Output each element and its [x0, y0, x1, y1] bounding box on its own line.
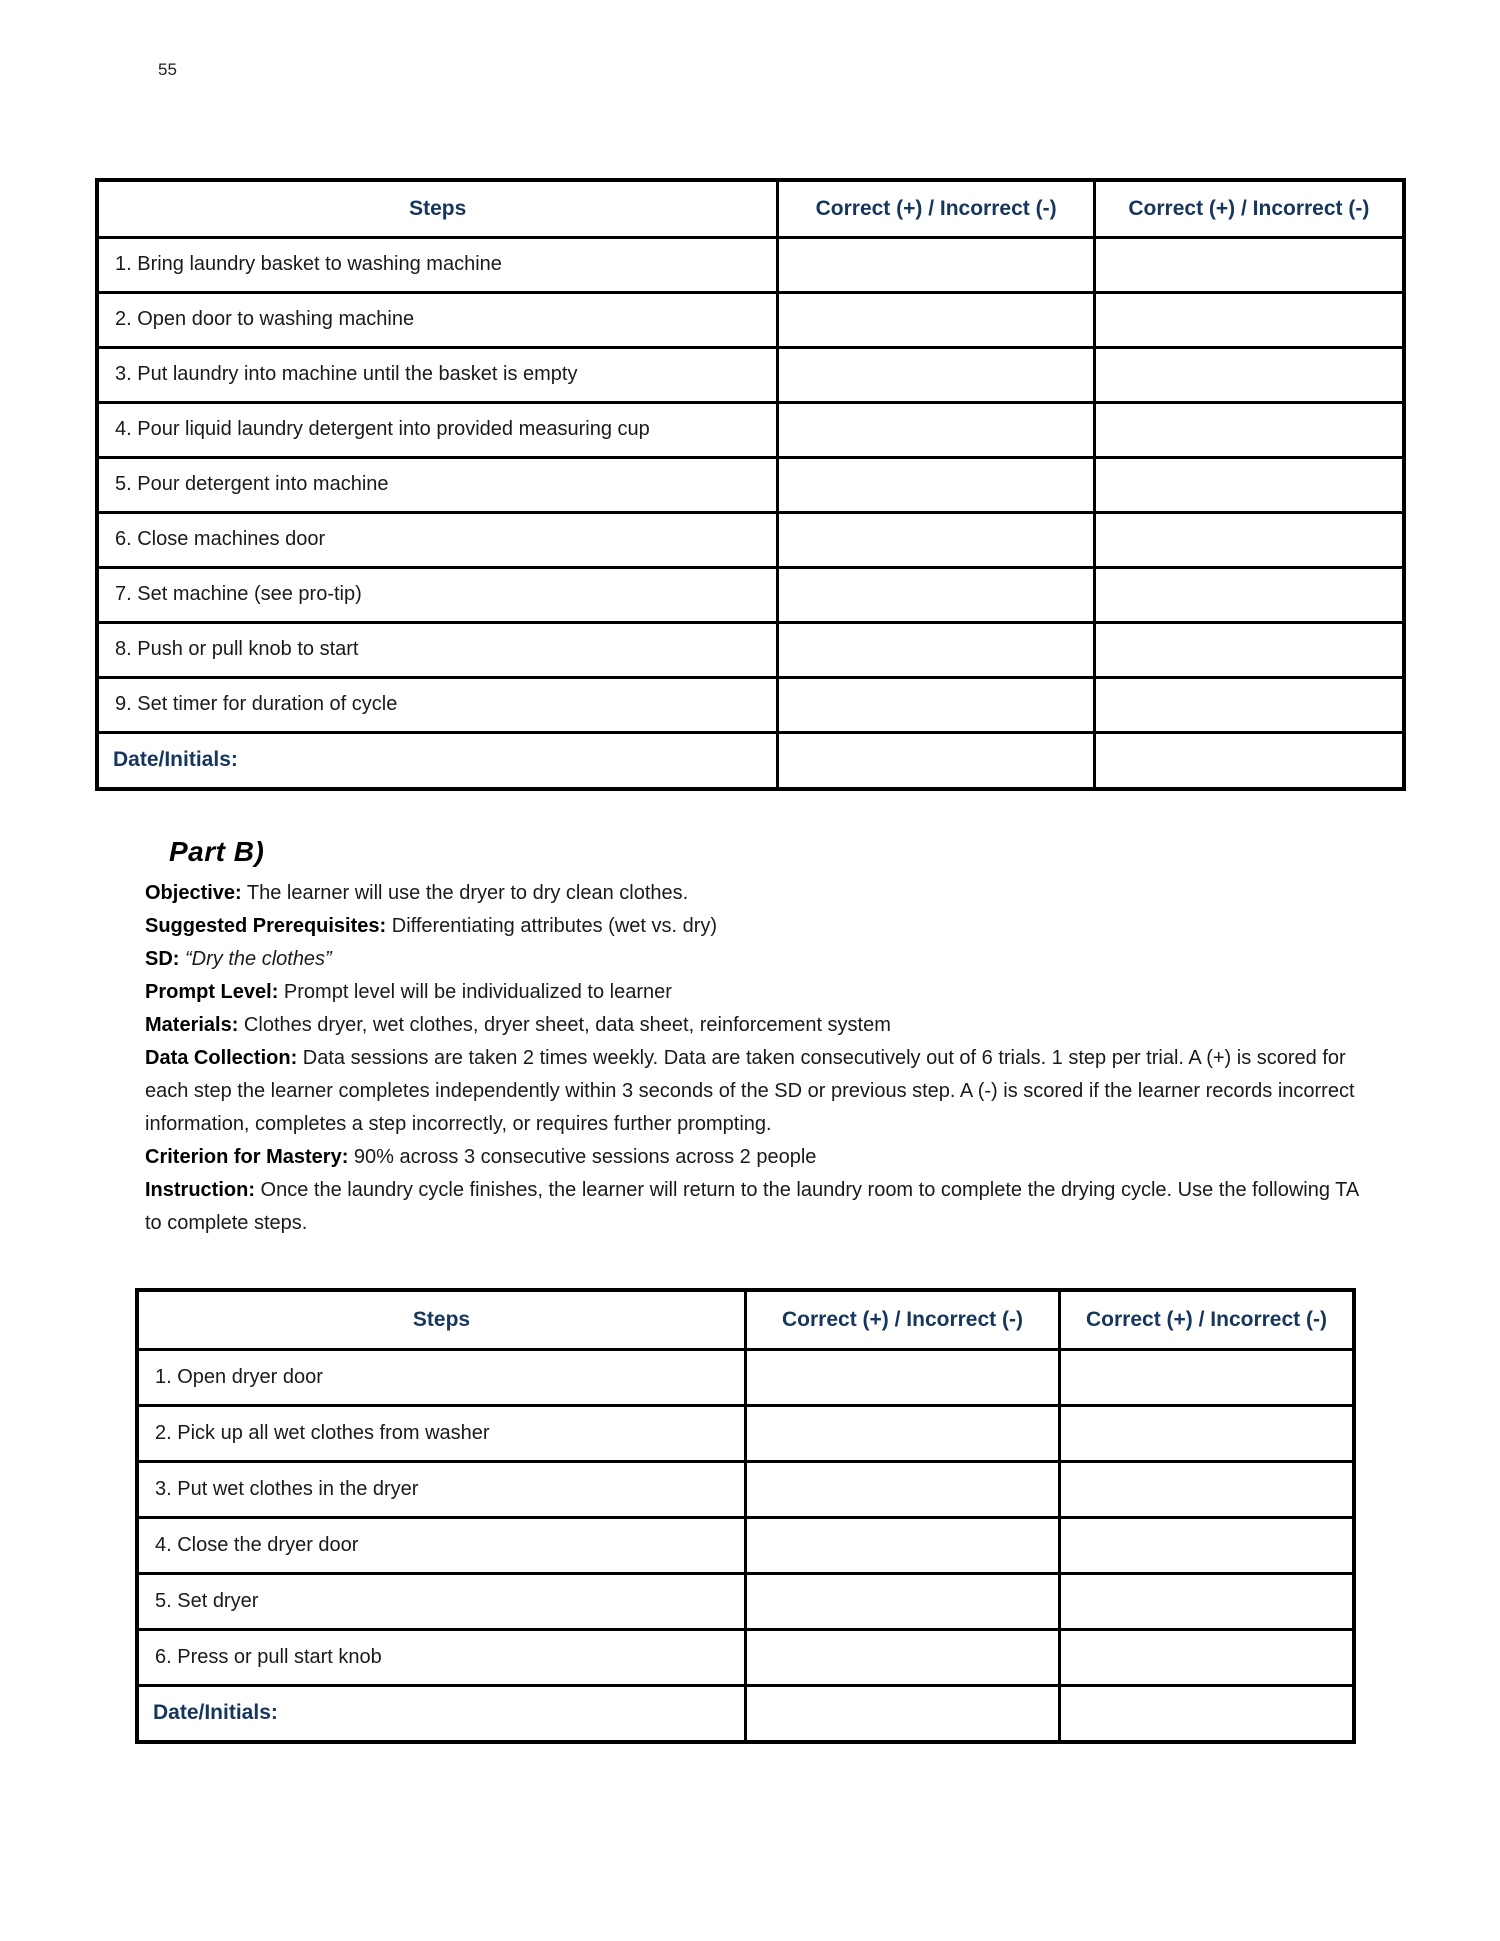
instruction-field: [145, 1174, 1363, 1240]
score-cell: [778, 347, 1094, 402]
prompt-level-field: [145, 976, 1363, 1009]
step-label: 1. Bring laundry basket to washing machine: [97, 237, 778, 292]
step-label: 8. Push or pull knob to start: [97, 622, 778, 677]
score-cell: [1094, 677, 1404, 732]
score-cell: [746, 1461, 1060, 1517]
data-collection-field: [145, 1042, 1363, 1141]
field-text: Clothes dryer, wet clothes, dryer sheet, data sheet, reinforcement system: [238, 1014, 891, 1036]
objective-field: [145, 877, 1363, 910]
score-cell: [1059, 1573, 1354, 1629]
table-b-header-row: [137, 1290, 1354, 1349]
score-cell: [778, 402, 1094, 457]
score-cell: [1094, 457, 1404, 512]
score-column-header-2: Correct (+) / Incorrect (-): [1059, 1290, 1354, 1349]
score-cell: [1094, 512, 1404, 567]
table-row: [97, 292, 1404, 347]
part-b-section: [145, 836, 1363, 1240]
step-label: 4. Close the dryer door: [137, 1517, 746, 1573]
field-text: Differentiating attributes (wet vs. dry): [386, 915, 718, 937]
field-label: Data Collection:: [145, 1047, 298, 1069]
score-cell: [1059, 1629, 1354, 1685]
field-text: “Dry the clothes”: [179, 948, 332, 970]
score-cell: [778, 512, 1094, 567]
field-label: Instruction:: [145, 1179, 255, 1201]
step-label: 3. Put laundry into machine until the basket is empty: [97, 347, 778, 402]
field-text: Data sessions are taken 2 times weekly. Data are taken consecutively out of 6 trials. 1 step per trial. A (+) is scored for each step the learner completes independently within 3 seconds of the SD or previous step. A (-) is scored if the learner records incorrect information, completes a step incorrectly, or requires further prompting.: [145, 1047, 1355, 1135]
sd-field: [145, 943, 1363, 976]
step-label: 6. Close machines door: [97, 512, 778, 567]
table-row: [137, 1349, 1354, 1405]
table-row: [97, 457, 1404, 512]
field-label: Materials:: [145, 1014, 239, 1036]
score-cell: [1059, 1405, 1354, 1461]
field-label: Criterion for Mastery:: [145, 1146, 349, 1168]
materials-field: [145, 1009, 1363, 1042]
step-label: 6. Press or pull start knob: [137, 1629, 746, 1685]
score-cell: [1094, 402, 1404, 457]
score-cell: [1059, 1685, 1354, 1742]
score-cell: [1094, 567, 1404, 622]
score-cell: [746, 1685, 1060, 1742]
score-cell: [1094, 237, 1404, 292]
score-cell: [746, 1629, 1060, 1685]
field-label: Prompt Level:: [145, 981, 279, 1003]
page-number: 55: [158, 60, 177, 79]
score-cell: [778, 457, 1094, 512]
table-row: [97, 512, 1404, 567]
score-cell: [778, 292, 1094, 347]
table-row: [137, 1405, 1354, 1461]
table-row: [97, 347, 1404, 402]
score-cell: [1094, 292, 1404, 347]
field-text: Once the laundry cycle finishes, the learner will return to the laundry room to complete the drying cycle. Use the following TA to complete steps.: [145, 1179, 1359, 1234]
score-cell: [778, 732, 1094, 789]
score-cell: [1094, 347, 1404, 402]
prerequisites-field: [145, 910, 1363, 943]
table-footer-row: [137, 1685, 1354, 1742]
table-row: [137, 1517, 1354, 1573]
field-label: Suggested Prerequisites:: [145, 915, 387, 937]
score-column-header-1: Correct (+) / Incorrect (-): [746, 1290, 1060, 1349]
table-row: [97, 677, 1404, 732]
step-label: 9. Set timer for duration of cycle: [97, 677, 778, 732]
score-column-header-2: Correct (+) / Incorrect (-): [1094, 180, 1404, 237]
field-text: The learner will use the dryer to dry clean clothes.: [241, 882, 689, 904]
step-label: 5. Set dryer: [137, 1573, 746, 1629]
step-label: 1. Open dryer door: [137, 1349, 746, 1405]
table-row: [97, 622, 1404, 677]
table-a-header-row: [97, 180, 1404, 237]
score-cell: [1059, 1461, 1354, 1517]
score-cell: [778, 237, 1094, 292]
criterion-field: [145, 1141, 1363, 1174]
table-row: [97, 567, 1404, 622]
date-initials-label: Date/Initials:: [137, 1685, 746, 1742]
part-b-fields: [145, 877, 1363, 1240]
table-row: [97, 237, 1404, 292]
part-b-heading: Part B): [169, 836, 265, 867]
steps-column-header: Steps: [137, 1290, 746, 1349]
table-row: [137, 1629, 1354, 1685]
score-cell: [1094, 622, 1404, 677]
step-label: 5. Pour detergent into machine: [97, 457, 778, 512]
score-cell: [746, 1405, 1060, 1461]
field-text: Prompt level will be individualized to learner: [278, 981, 672, 1003]
washing-steps-table: [95, 178, 1406, 791]
table-footer-row: [97, 732, 1404, 789]
score-cell: [1059, 1349, 1354, 1405]
dryer-steps-table: [135, 1288, 1356, 1744]
score-column-header-1: Correct (+) / Incorrect (-): [778, 180, 1094, 237]
score-cell: [778, 677, 1094, 732]
score-cell: [778, 622, 1094, 677]
date-initials-label: Date/Initials:: [97, 732, 778, 789]
step-label: 2. Pick up all wet clothes from washer: [137, 1405, 746, 1461]
step-label: 2. Open door to washing machine: [97, 292, 778, 347]
step-label: 4. Pour liquid laundry detergent into provided measuring cup: [97, 402, 778, 457]
score-cell: [1059, 1517, 1354, 1573]
step-label: 3. Put wet clothes in the dryer: [137, 1461, 746, 1517]
score-cell: [746, 1517, 1060, 1573]
score-cell: [746, 1349, 1060, 1405]
step-label: 7. Set machine (see pro-tip): [97, 567, 778, 622]
score-cell: [778, 567, 1094, 622]
steps-column-header: Steps: [97, 180, 778, 237]
field-text: 90% across 3 consecutive sessions across 2 people: [348, 1146, 817, 1168]
score-cell: [746, 1573, 1060, 1629]
field-label: Objective:: [145, 882, 242, 904]
field-label: SD:: [145, 948, 180, 970]
score-cell: [1094, 732, 1404, 789]
table-row: [97, 402, 1404, 457]
table-row: [137, 1461, 1354, 1517]
table-row: [137, 1573, 1354, 1629]
